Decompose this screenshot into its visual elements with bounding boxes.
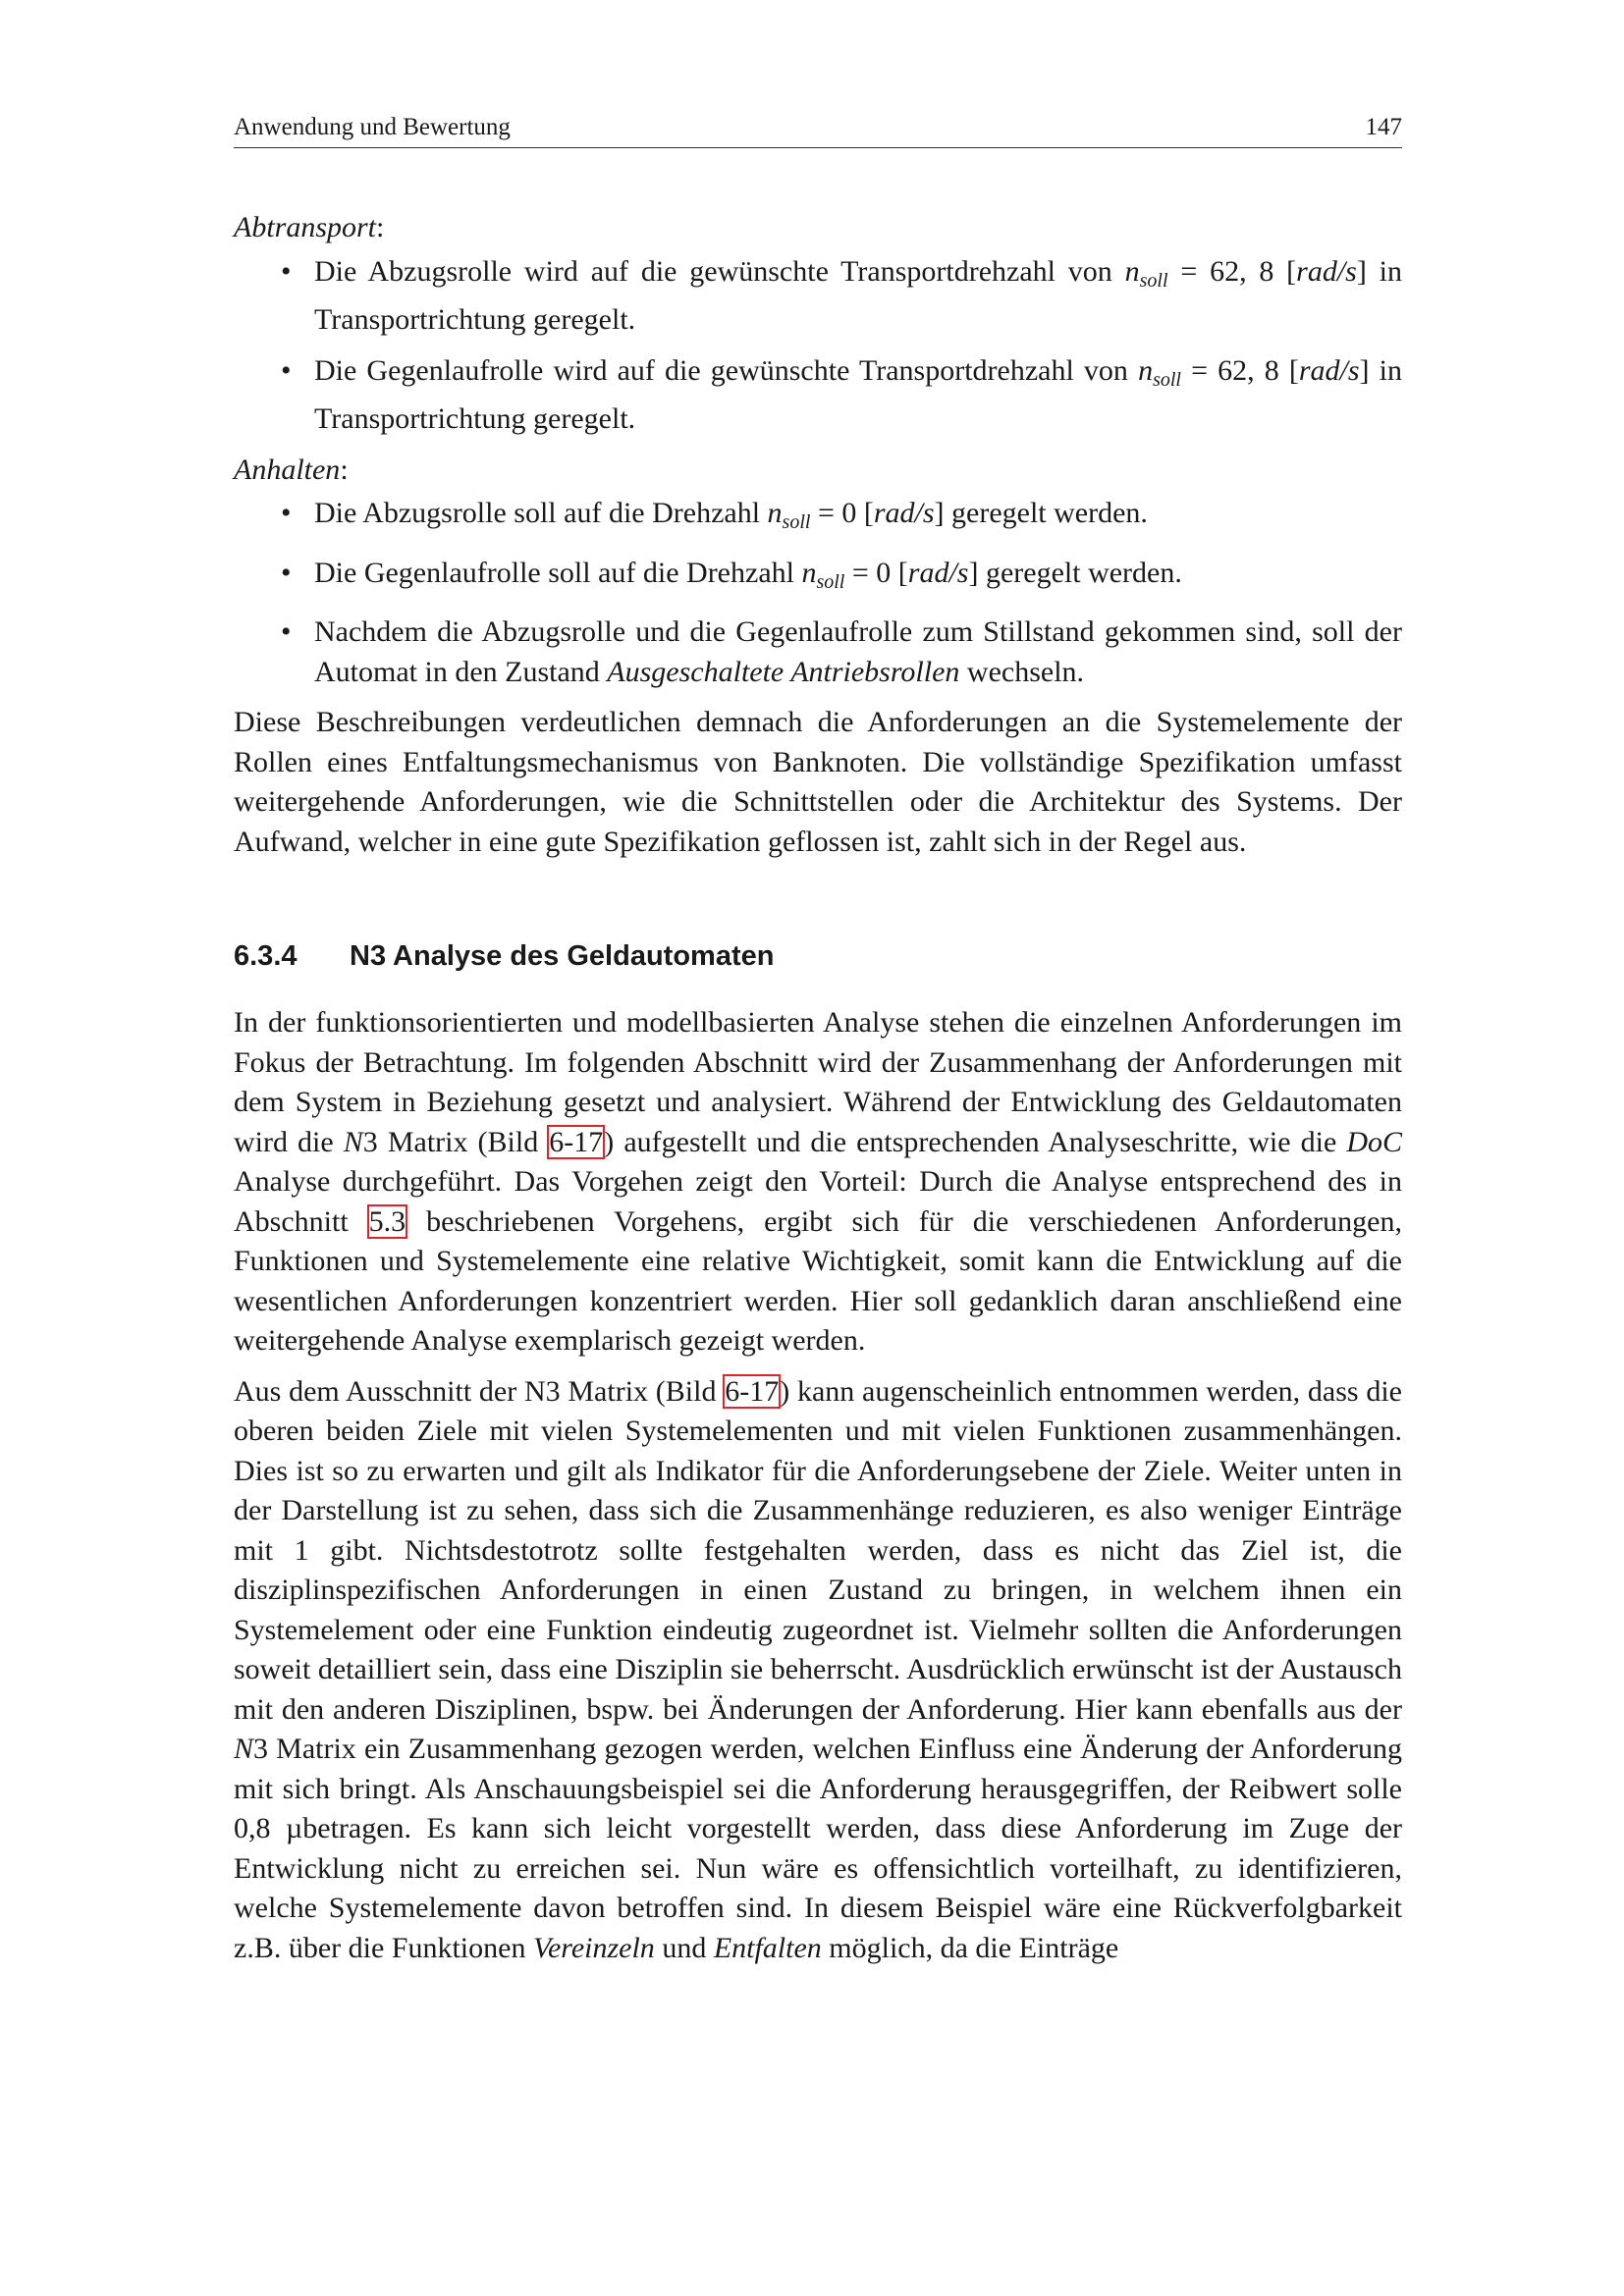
state-name: Ausgeschaltete Antriebsrollen: [607, 655, 960, 688]
item-text: Die Gegenlaufrolle soll auf die Drehzahl: [314, 556, 802, 589]
page-header: [234, 112, 1402, 148]
item-text: ] in Transportrichtung geregelt.: [314, 353, 1402, 435]
math-var: N: [234, 1733, 254, 1765]
page-number: 147: [1365, 114, 1402, 140]
math-var: N: [343, 1125, 363, 1158]
anhalten-label-colon: :: [340, 453, 349, 486]
item-text: Die Abzugsrolle wird auf die gewünschte Transportdrehzahl von: [314, 254, 1125, 288]
section-reference-link[interactable]: 5.3: [368, 1204, 406, 1238]
list-item: [234, 494, 1402, 543]
item-text: Die Gegenlaufrolle wird auf die gewünschte Transportdrehzahl von: [314, 353, 1139, 387]
running-title: Anwendung und Bewertung: [234, 114, 511, 140]
math-unit: rad/s: [907, 556, 969, 589]
figure-reference-link[interactable]: 6-17: [549, 1125, 604, 1158]
math-unit: rad/s: [1298, 353, 1360, 387]
math-sub: soll: [1153, 368, 1181, 391]
abtransport-list: [234, 252, 1402, 440]
list-item: [234, 252, 1402, 341]
section-number: 6.3.4: [234, 940, 298, 972]
paragraph-text: 3 Matrix (Bild: [362, 1125, 549, 1158]
math-var: n: [1138, 353, 1154, 387]
math-unit: rad/s: [1296, 254, 1357, 288]
math-sub: soll: [1139, 269, 1168, 292]
paragraph-text: ) aufgestellt und die entsprechenden Analyseschritte, wie die: [604, 1125, 1347, 1158]
list-item: [234, 613, 1402, 692]
math-var: n: [767, 497, 783, 529]
item-text: wechseln.: [959, 655, 1085, 688]
paragraph-text: und: [654, 1931, 714, 1964]
page-body: [234, 208, 1402, 1979]
list-item: [234, 554, 1402, 603]
math-value: = 0 [: [810, 497, 874, 529]
abtransport-label: [234, 208, 1402, 248]
paragraph-text: möglich, da die Einträge: [821, 1931, 1119, 1964]
anhalten-label: [234, 451, 1402, 491]
item-text: ] geregelt werden.: [968, 556, 1182, 589]
abtransport-label-colon: :: [376, 211, 385, 243]
section-heading: [234, 938, 1402, 974]
section-title: N3 Analyse des Geldautomaten: [350, 940, 775, 972]
math-value: = 0 [: [844, 556, 908, 589]
math-sub: soll: [816, 570, 845, 593]
summary-paragraph: Diese Beschreibungen verdeutlichen demnach die Anforderungen an die Systemelemente der Rollen eines Entfaltungsmechanismus von Banknoten. Die vollständige Spezifikation umfasst weitergehende Anforderungen, wie die Schnittstellen oder die Architektur des Systems. Der Aufwand, welcher in eine gute Spezifikation geflossen ist, zahlt sich in der Regel aus.: [234, 706, 1402, 858]
math-value: = 62, 8 [: [1180, 353, 1299, 387]
math-var: n: [801, 556, 817, 589]
body-paragraph-1: [234, 1003, 1402, 1362]
math-unit: rad/s: [873, 497, 935, 529]
item-text: Nachdem die Abzugsrolle und die Gegenlaufrolle zum Stillstand gekommen sind, soll der Automat in den Zustand: [314, 615, 1402, 688]
body-paragraph-2: [234, 1372, 1402, 1969]
function-name: Vereinzeln: [532, 1931, 655, 1964]
paragraph-text: beschriebenen Vorgehens, ergibt sich für die verschiedenen Anforderungen, Funktionen und Systemelemente eine relative Wichtigkeit, somit kann die Entwicklung auf die wesentlichen Anforderungen konzentriert werden. Hier soll gedanklich daran anschließend eine weitergehende Analyse exemplarisch gezeigt werden.: [234, 1204, 1402, 1357]
math-value: = 62, 8 [: [1167, 254, 1297, 288]
paragraph-text: 3 Matrix ein Zusammenhang gezogen werden, welchen Einfluss eine Änderung der Anforderung mit sich bringt. Als Anschauungsbeispiel sei die Anforderung herausgegriffen, der Reibwert solle 0,8 µbetragen. Es kann sich leicht vorgestellt werden, dass diese Anforderung im Zuge der Entwicklung nicht zu erreichen sei. Nun wäre es offensichtlich vorteilhaft, zu identifizieren, welche Systemelemente davon betroffen sind. In diesem Beispiel wäre eine Rückverfolgbarkeit z.B. über die Funktionen: [234, 1733, 1402, 1964]
anhalten-list: [234, 494, 1402, 692]
math-var: n: [1124, 254, 1140, 288]
paragraph-text: Analyse durchgeführt. Das Vorgehen zeigt den Vorteil: Durch die Analyse entsprechend des in Abschnitt: [234, 1165, 1402, 1238]
doc-term: DoC: [1346, 1125, 1403, 1158]
paragraph-text: In der funktionsorientierten und modellbasierten Analyse stehen die einzelnen Anforderungen im Fokus der Betrachtung. Im folgenden Abschnitt wird der Zusammenhang der Anforderungen mit dem System in Beziehung gesetzt und analysiert. Während der Entwicklung des Geldautomaten wird die: [234, 1006, 1402, 1158]
paragraph-text: Aus dem Ausschnitt der N3 Matrix (Bild: [234, 1374, 725, 1408]
list-item: [234, 351, 1402, 440]
item-text: ] geregelt werden.: [934, 497, 1148, 529]
function-name: Entfalten: [713, 1931, 822, 1964]
figure-reference-link[interactable]: 6-17: [725, 1374, 780, 1408]
math-sub: soll: [782, 511, 811, 533]
paragraph-text: ) kann augenscheinlich entnommen werden, dass die oberen beiden Ziele mit vielen Systemelementen und mit vielen Funktionen zusammenhängen. Dies ist so zu erwarten und gilt als Indikator für die Anforderungsebene der Ziele. Weiter unten in der Darstellung ist zu sehen, dass sich die Zusammenhänge reduzieren, es also weniger Einträge mit 1 gibt. Nichtsdestotrotz sollte festgehalten werden, dass es nicht das Ziel ist, die disziplinspezifischen Anforderungen in einen Zustand zu bringen, in welchem ihnen ein Systemelement oder eine Funktion eindeutig zugeordnet ist. Vielmehr sollten die Anforderungen soweit detailliert sein, dass eine Disziplin sie beherrscht. Ausdrücklich erwünscht ist der Austausch mit den anderen Disziplinen, bspw. bei Änderungen der Anforderung. Hier kann ebenfalls aus der: [234, 1374, 1402, 1726]
anhalten-label-text: Anhalten: [234, 453, 341, 486]
item-text: Die Abzugsrolle soll auf die Drehzahl: [314, 497, 768, 529]
abtransport-label-text: Abtransport: [234, 211, 377, 243]
item-text: ] in Transportrichtung geregelt.: [314, 254, 1402, 336]
